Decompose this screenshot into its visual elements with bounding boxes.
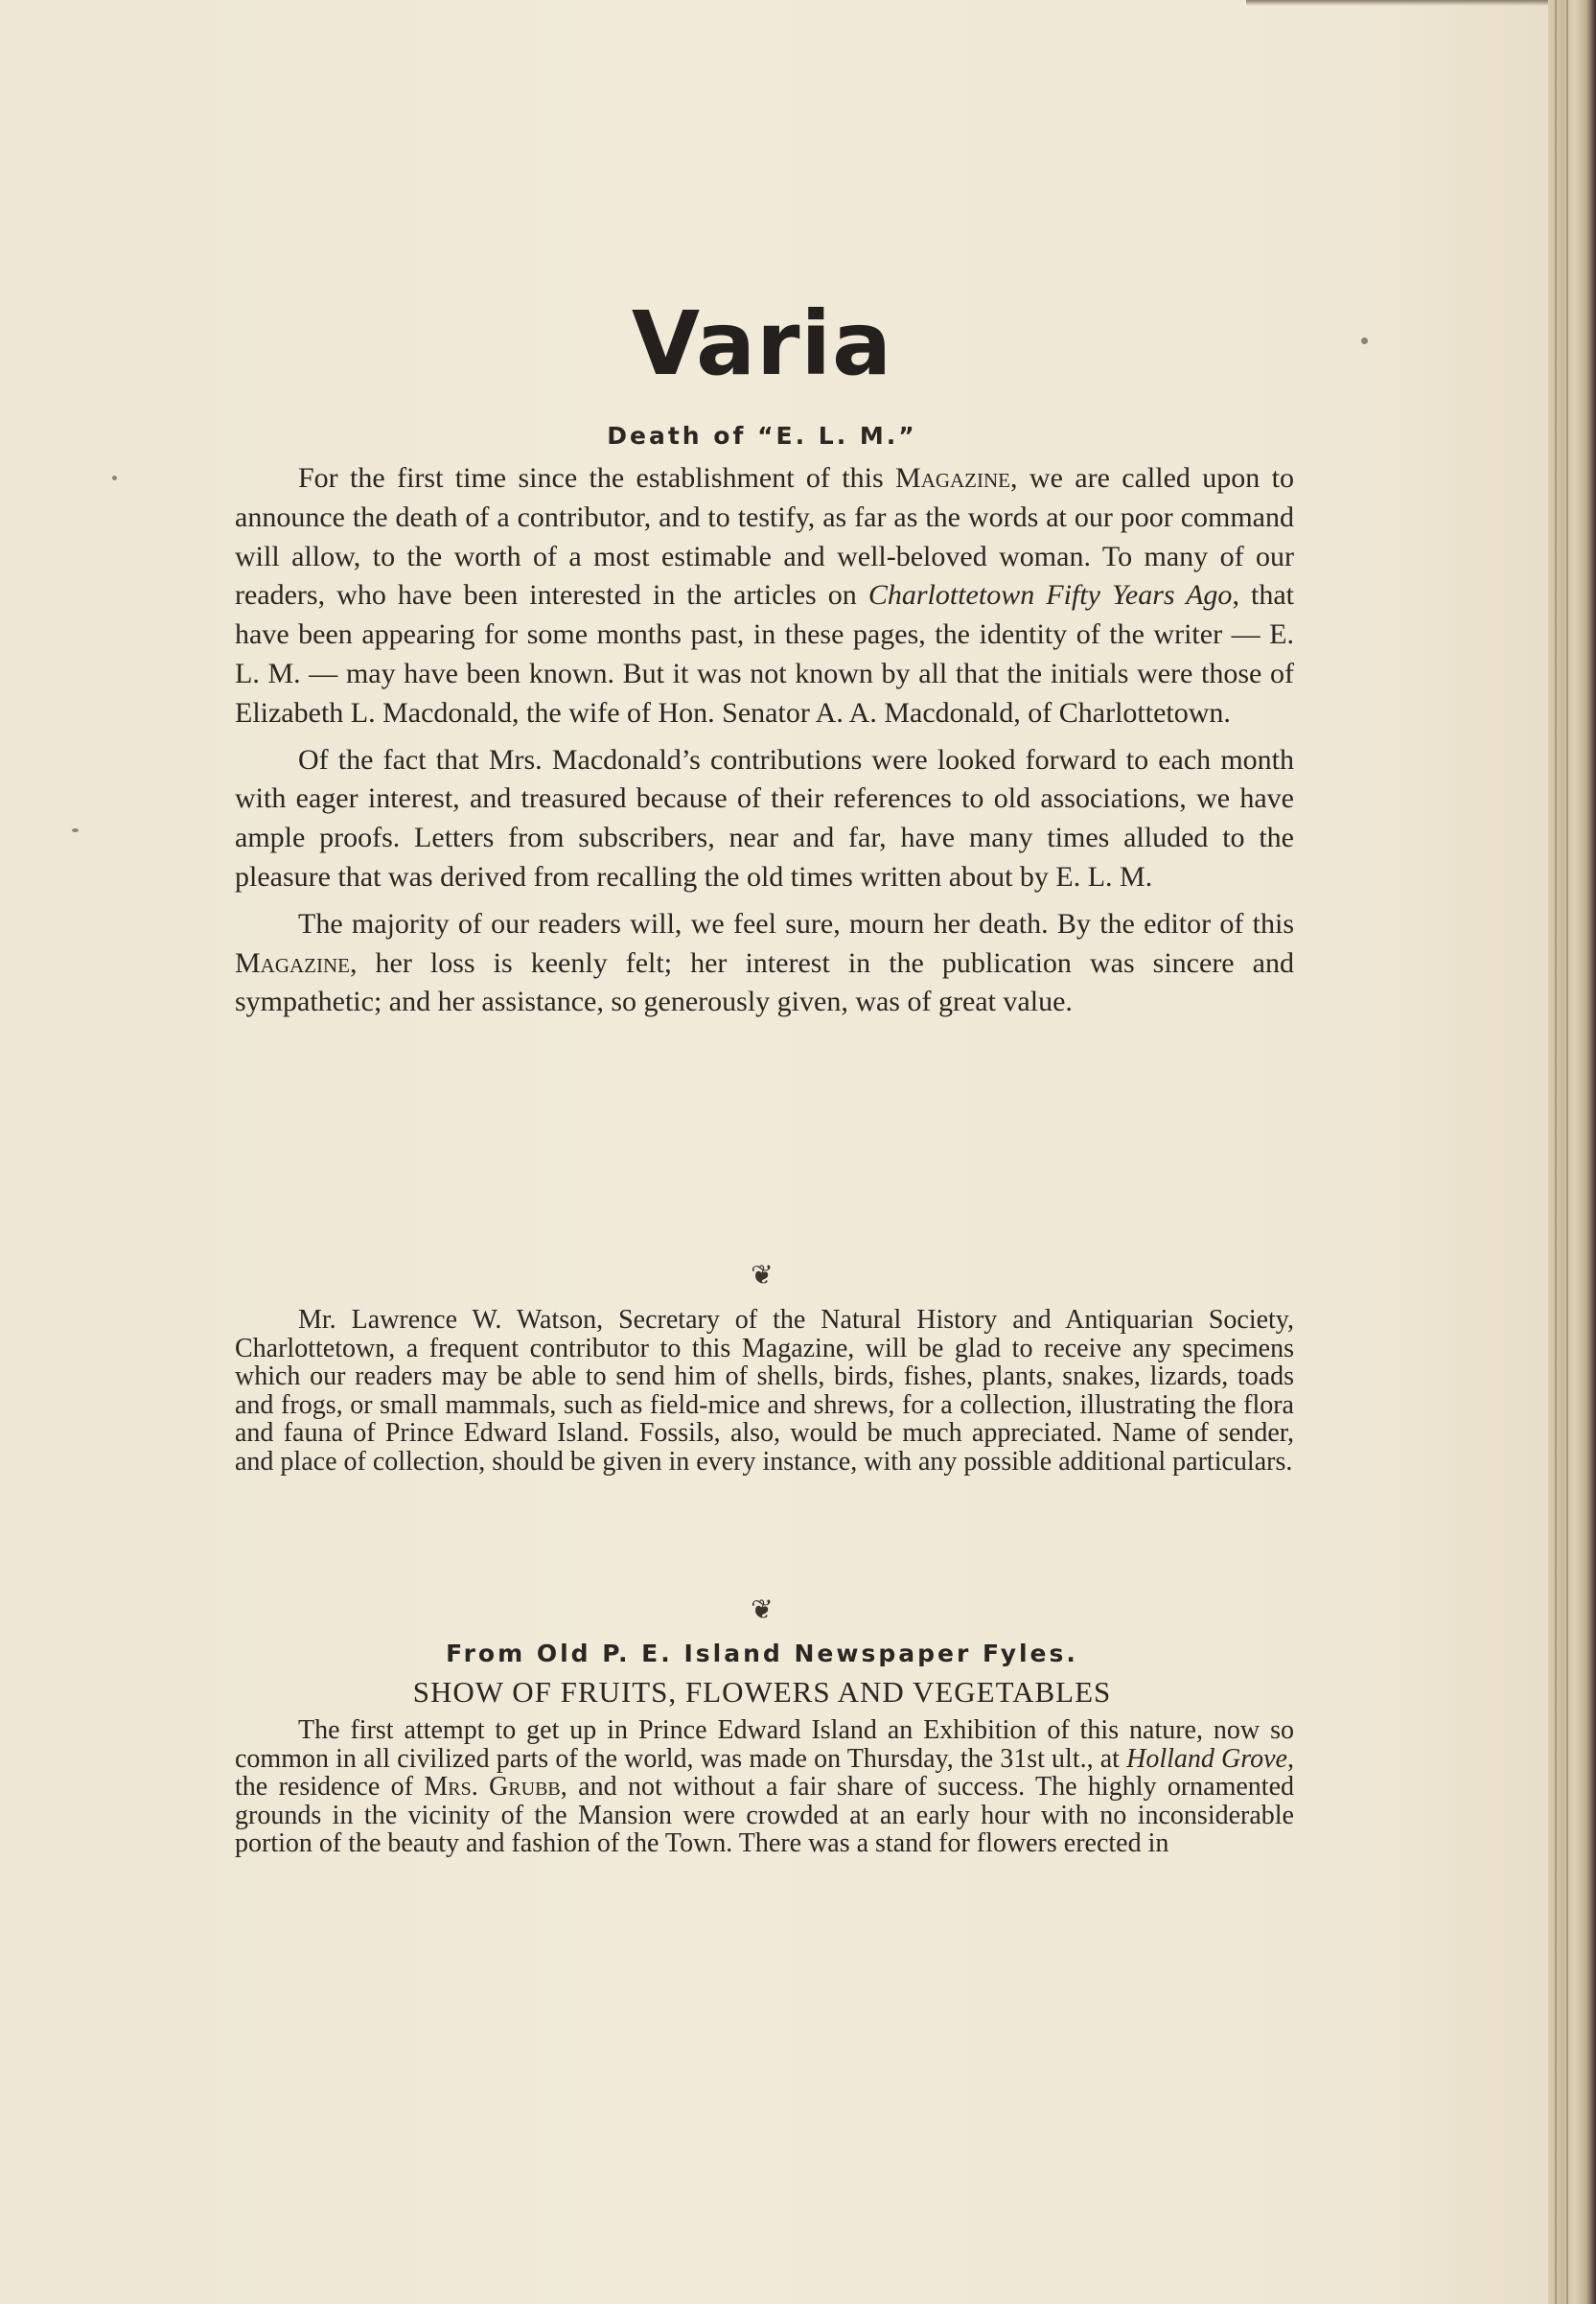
paragraph: For the first time since the establishment of this Magazine, we are called upon to announce the death of a contributor, and to testify, as far as the words at our poor command will allow, to the worth of a most estimable and well-beloved woman. To many of our readers, who have been interested in the articles on Charlottetown Fifty Years Ago, that have been appearing for some months past, in these pages, the identity of the writer — E. L. M. — may have been known. But it was not known by all that the initials were those of Elizabeth L. Macdonald, the wife of Hon. Senator A. A. Macdonald, of Charlottetown.	[235, 462, 1294, 729]
ornament-divider: ❦	[751, 1594, 774, 1625]
ornament-divider: ❦	[751, 1259, 774, 1291]
binding-line	[1555, 0, 1557, 2304]
paragraph: Mr. Lawrence W. Watson, Secretary of the Natural History and Antiquarian Society, Charlottetown, a frequent contributor to this Magazine, will be glad to receive any specimens which our readers may be able to send him of shells, birds, fishes, plants, snakes, lizards, toads and frogs, or small mammals, such as field-mice and shrews, for a collection, illustrating the flora and fauna of Prince Edward Island. Fossils, also, would be much appreciated. Name of sender, and place of collection, should be given in every instance, with any possible additional particulars.	[235, 1305, 1294, 1477]
paper-speck	[72, 828, 79, 832]
article-show-of-fruits	[235, 1716, 1294, 1858]
paragraph: The first attempt to get up in Prince Edward Island an Exhibition of this nature, now so common in all civilized parts of the world, was made on Thursday, the 31st ult., at Holland Grove, the residence of Mrs. Grubb, and not without a fair share of success. The highly ornamented grounds in the vicinity of the Mansion were crowded at an early hour with no inconsiderable portion of the beauty and fashion of the Town. There was a stand for flowers erected in	[235, 1715, 1295, 1858]
page-title: Varia	[631, 292, 893, 395]
paper-speck	[112, 476, 117, 480]
heading-old-newspaper-fyles: From Old P. E. Island Newspaper Fyles.	[446, 1640, 1078, 1667]
article-caption: SHOW OF FRUITS, FLOWERS AND VEGETABLES	[412, 1675, 1112, 1709]
paragraph: Of the fact that Mrs. Macdonald’s contributions were looked forward to each month with eager interest, and treasured because of their references to old associations, we have ample proofs. Letters from subscribers, near and far, have many times alluded to the pleasure that was derived from recalling the old times written about by E. L. M.	[235, 743, 1294, 893]
paragraph: The majority of our readers will, we feel sure, mourn her death. By the editor of this Magazine, her loss is keenly felt; her interest in the publication was sincere and sympathetic; and her assistance, so generously given, was of great value.	[235, 907, 1294, 1018]
binding-line	[1566, 0, 1568, 2304]
article-death-of-elm	[235, 459, 1294, 1022]
heading-death-of-elm: Death of “E. L. M.”	[607, 422, 917, 450]
page-top-edge	[1246, 0, 1596, 6]
notice-specimens	[235, 1306, 1294, 1476]
